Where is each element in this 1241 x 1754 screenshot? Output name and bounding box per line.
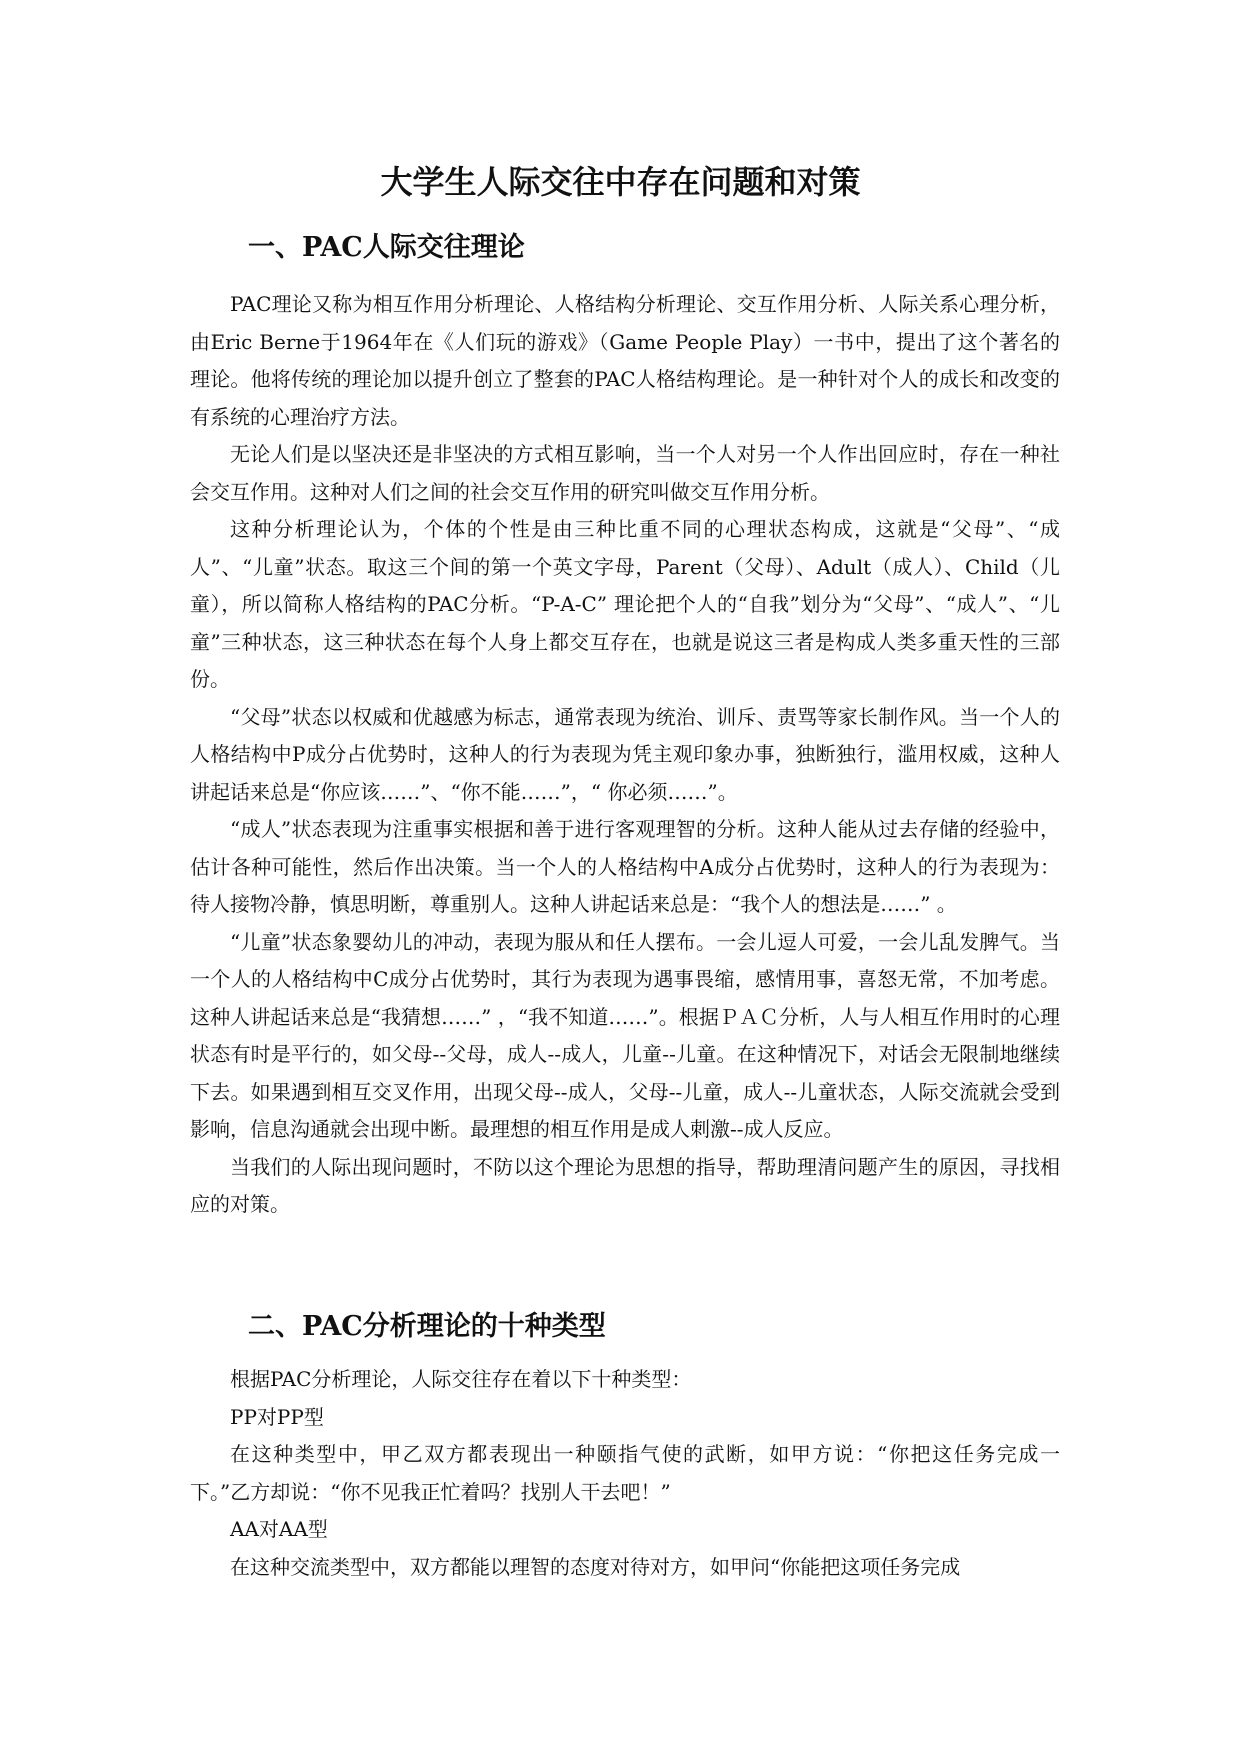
section-body-ten-types [190,1361,1060,1586]
paragraph: PAC理论又称为相互作用分析理论、人格结构分析理论、交互作用分析、人际关系心理分析，由Eric Berne于1964年在《人们玩的游戏》（Game People Play）一书中，提出了这个著名的理论。他将传统的理论加以提升创立了整套的PAC人格结构理论。是一种针对个人的成长和改变的有系统的心理治疗方法。 [190,292,1060,429]
paragraph: 根据PAC分析理论，人际交往存在着以下十种类型： [230,1367,692,1391]
paragraph: “成人”状态表现为注重事实根据和善于进行客观理智的分析。这种人能从过去存储的经验中，估计各种可能性，然后作出决策。当一个人的人格结构中A成分占优势时，这种人的行为表现为：待人接物冷静，慎思明断，尊重别人。这种人讲起话来总是：“我个人的想法是……” 。 [190,817,1060,916]
document-title: 大学生人际交往中存在问题和对策 [380,163,861,201]
paragraph: 当我们的人际出现问题时，不防以这个理论为思想的指导，帮助理清问题产生的原因，寻找相应的对策。 [190,1154,1060,1216]
paragraph: 无论人们是以坚决还是非坚决的方式相互影响，当一个人对另一个人作出回应时，存在一种社会交互作用。这种对人们之间的社会交互作用的研究叫做交互作用分析。 [190,442,1060,504]
section-body-pac-theory [190,286,1060,1224]
paragraph: “儿童”状态象婴幼儿的冲动，表现为服从和任人摆布。一会儿逗人可爱，一会儿乱发脾气。当一个人的人格结构中C成分占优势时，其行为表现为遇事畏缩，感情用事，喜怒无常，不加考虑。这种人讲起话来总是“我猜想……” ，“我不知道……”。根据ＰＡＣ分析，人与人相互作用时的心理状态有时是平行的，如父母--父母，成人--成人，儿童--儿童。在这种情况下，对话会无限制地继续下去。如果遇到相互交叉作用，出现父母--成人，父母--儿童，成人--儿童状态，人际交流就会受到影响，信息沟通就会出现中断。最理想的相互作用是成人刺激--成人反应。 [190,929,1060,1141]
subheading-aa-aa: AA对AA型 [230,1517,328,1541]
subheading-pp-pp: PP对PP型 [230,1404,324,1429]
paragraph: 这种分析理论认为，个体的个性是由三种比重不同的心理状态构成，这就是“父母”、“成人”、“儿童”状态。取这三个间的第一个英文字母，Parent（父母）、Adult（成人）、Child（儿童），所以简称人格结构的PAC分析。“P-A-C” 理论把个人的“自我”划分为“父母”、“成人”、“儿童”三种状态，这三种状态在每个人身上都交互存在，也就是说这三者是构成人类多重天性的三部份。 [190,517,1060,691]
section-heading-ten-types: 二、PAC分析理论的十种类型 [248,1311,606,1342]
section-heading-pac-theory: 一、PAC人际交往理论 [248,232,525,263]
paragraph: 在这种交流类型中，双方都能以理智的态度对待对方，如甲问“你能把这项任务完成 [230,1554,961,1579]
paragraph: 在这种类型中，甲乙双方都表现出一种颐指气使的武断，如甲方说：“你把这任务完成一下。”乙方却说：“你不见我正忙着吗？找别人干去吧！” [190,1442,1060,1504]
paragraph: “父母”状态以权威和优越感为标志，通常表现为统治、训斥、责骂等家长制作风。当一个人的人格结构中P成分占优势时，这种人的行为表现为凭主观印象办事，独断独行，滥用权威，这种人讲起话来总是“你应该……”、“你不能……”，“ 你必须……”。 [190,704,1060,804]
